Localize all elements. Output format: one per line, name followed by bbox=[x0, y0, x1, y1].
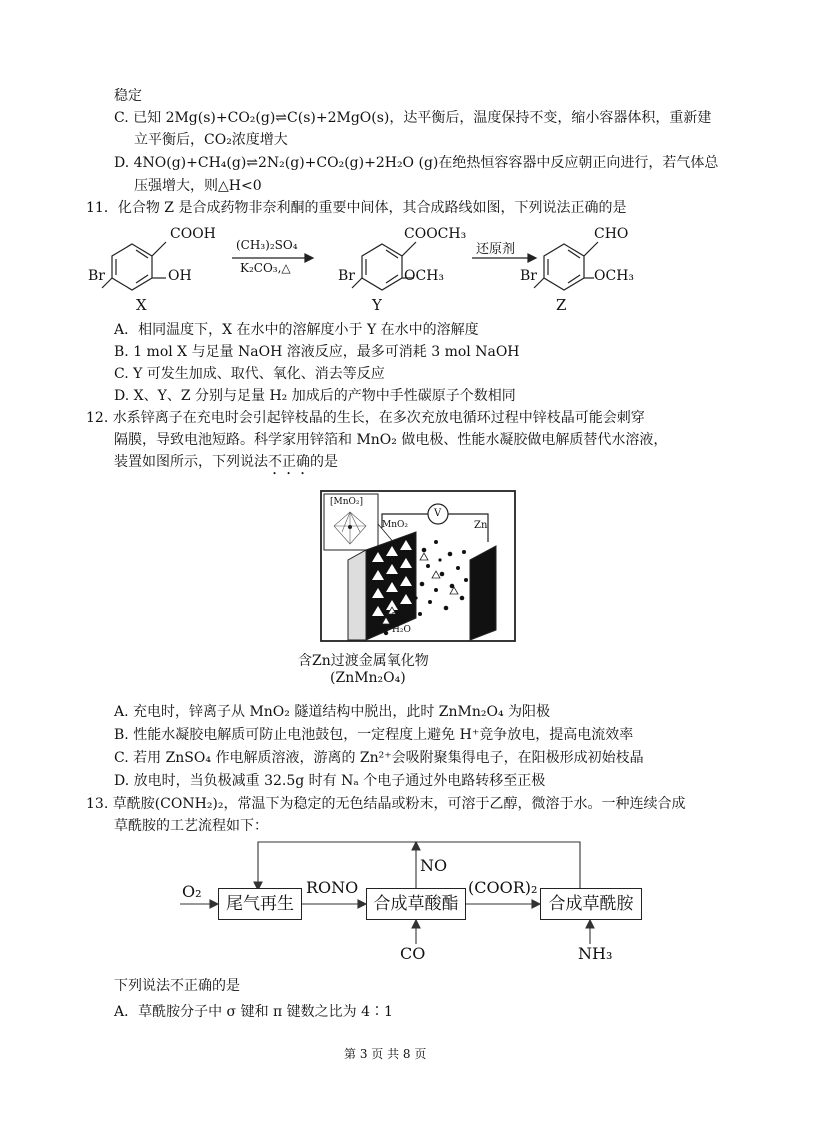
process-box-tail-gas-regeneration: 尾气再生 bbox=[218, 888, 302, 920]
q11-option-b: B. 1 mol X 与足量 NaOH 溶液反应，最多可消耗 3 mol NaOH bbox=[114, 344, 520, 360]
o2-label: O₂ bbox=[182, 882, 202, 901]
mno2-electrode-label: MnO₂ bbox=[382, 520, 408, 530]
no-label: NO bbox=[420, 856, 448, 875]
legend-zn-label: Zn²⁺ bbox=[392, 612, 413, 622]
q12-option-c: C. 若用 ZnSO₄ 作电解质溶液，游离的 Zn²⁺会吸附聚集得电子，在阳极形成初始枝晶 bbox=[114, 750, 644, 766]
q13-stem-line1: 13. 草酰胺(CONH₂)₂，常温下为稳定的无色结晶或粉末，可溶于乙醇，微溶于水。一种连续合成 bbox=[86, 796, 686, 812]
q11-option-d: D. X、Y、Z 分别与足量 H₂ 加成后的产物中手性碳原子个数相同 bbox=[114, 388, 516, 404]
q12-stem-line3 bbox=[114, 452, 338, 478]
z-br-label: Br bbox=[520, 268, 537, 284]
reductant-label: 还原剂 bbox=[476, 242, 516, 257]
q10-option-c-line1: C. 已知 2Mg(s)+CO₂(g)⇌C(s)+2MgO(s)，达平衡后，温度保持不变，缩小容器体积，重新建 bbox=[114, 110, 712, 126]
q11-stem: 11．化合物 Z 是合成药物非奈利酮的重要中间体，其合成路线如图，下列说法正确的是 bbox=[86, 200, 627, 216]
q10-option-d-line1: D. 4NO(g)+CH₄(g)⇌2N₂(g)+CO₂(g)+2H₂O (g)在绝热恒容容器中反应朝正向进行，若气体总 bbox=[114, 155, 719, 171]
process-box-oxalate-synthesis: 合成草酸酯 bbox=[366, 888, 466, 920]
zinc-battery-diagram bbox=[320, 490, 516, 642]
z-cho-label: CHO bbox=[594, 226, 629, 242]
z-och3-label: OCH₃ bbox=[594, 268, 635, 284]
q12-stem-tail: 的是 bbox=[310, 454, 338, 470]
zn-electrode bbox=[470, 546, 496, 640]
caption-line1: 含Zn过渡金属氧化物 bbox=[298, 653, 429, 669]
x-br-label: Br bbox=[88, 268, 105, 284]
y-compound-label: Y bbox=[372, 296, 382, 314]
arrow-head-1 bbox=[305, 254, 313, 262]
q12-stem-text: 装置如图所示，下列说法 bbox=[114, 454, 268, 470]
rono-label: RONO bbox=[306, 878, 359, 897]
q12-option-b: B. 性能水凝胶电解质可防止电池鼓包，一定程度上避免 H⁺竞争放电，提高电流效率 bbox=[114, 727, 634, 743]
nh3-label: NH₃ bbox=[578, 944, 613, 963]
q12-emphasis-text: 不正确 bbox=[268, 454, 310, 470]
q13-question: 下列说法不正确的是 bbox=[114, 978, 240, 994]
z-benzene-ring bbox=[534, 242, 598, 290]
q11-option-a: A．相同温度下，X 在水中的溶解度小于 Y 在水中的溶解度 bbox=[114, 322, 479, 338]
voltmeter-label: V bbox=[434, 508, 442, 519]
x-cooh-label: COOH bbox=[170, 226, 216, 242]
q13-option-a: A．草酰胺分子中 σ 键和 π 键数之比为 4∶1 bbox=[114, 1004, 393, 1020]
q11-option-c: C. Y 可发生加成、取代、氧化、消去等反应 bbox=[114, 366, 385, 382]
z-compound-label: Z bbox=[556, 296, 567, 314]
q12-option-d: D. 放电时，当负极减重 32.5g 时有 Nₐ 个电子通过外电路转移至正极 bbox=[114, 773, 546, 789]
page-footer: 第 3 页 共 8 页 bbox=[344, 1047, 427, 1061]
y-cooch3-label: COOCH₃ bbox=[404, 226, 467, 242]
arrow-head-2 bbox=[528, 254, 536, 262]
q10-option-d-line2: 压强增大，则△H<0 bbox=[134, 178, 262, 194]
caption-line2: (ZnMn₂O₄) bbox=[330, 670, 406, 686]
mno2-electrode-side bbox=[348, 550, 366, 640]
co-label: CO bbox=[400, 944, 426, 963]
q10-option-c-line2: 立平衡后，CO₂浓度增大 bbox=[134, 132, 288, 148]
legend-h2o-icon bbox=[384, 631, 388, 635]
x-benzene-ring bbox=[102, 242, 166, 290]
q12-stem-line1: 12. 水系锌离子在充电时会引起锌枝晶的生长，在多次充放电循环过程中锌枝晶可能会刺穿 bbox=[86, 410, 645, 426]
x-compound-label: X bbox=[136, 296, 147, 314]
process-box-oxamide-synthesis: 合成草酰胺 bbox=[540, 888, 642, 920]
y-och3-label: OCH₃ bbox=[404, 268, 445, 284]
inset-mno2-label: [MnO₂] bbox=[330, 497, 364, 507]
reagent-top: (CH₃)₂SO₄ bbox=[236, 238, 298, 252]
q12-option-a: A. 充电时，锌离子从 MnO₂ 隧道结构中脱出，此时 ZnMn₂O₄ 为阳极 bbox=[114, 704, 551, 720]
zn-electrode-label: Zn bbox=[474, 520, 488, 531]
coor-label: (COOR)₂ bbox=[468, 878, 538, 897]
x-oh-label: OH bbox=[168, 268, 192, 284]
legend-h2o-label: H₂O bbox=[392, 625, 411, 635]
y-br-label: Br bbox=[338, 268, 355, 284]
q13-stem-line2: 草酰胺的工艺流程如下： bbox=[114, 818, 268, 834]
reagent-bottom: K₂CO₃,△ bbox=[240, 261, 291, 275]
q12-stem-line2: 隔膜，导致电池短路。科学家用锌箔和 MnO₂ 做电极、性能水凝胶做电解质替代水溶液， bbox=[114, 432, 668, 448]
q10-line0: 稳定 bbox=[114, 88, 142, 104]
